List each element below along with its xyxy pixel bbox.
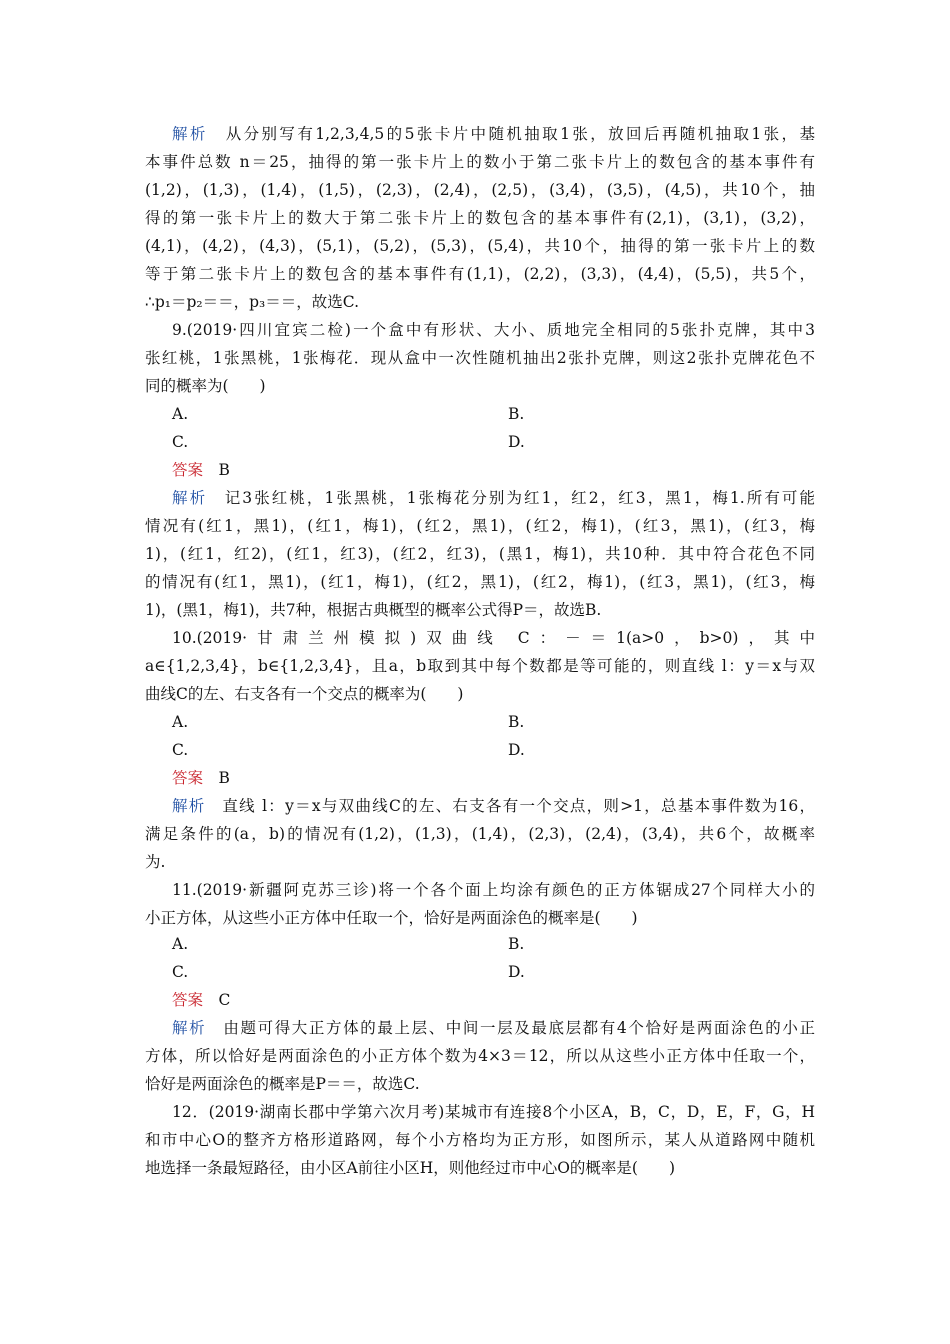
q9-analysis-line-5: 1)，(黑1，梅1)，共7种，根据古典概型的概率公式得P＝，故选B. bbox=[145, 601, 602, 619]
q11-stem-line-1: 11.(2019·新疆阿克苏三诊)将一个各个面上均涂有颜色的正方体锯成27个同样大小的 bbox=[172, 881, 815, 899]
q8-analysis-line-2: 本事件总数 n＝25，抽得的第一张卡片上的数小于第二张卡片上的数包含的基本事件有 bbox=[145, 153, 815, 171]
q10-answer bbox=[172, 768, 815, 788]
q10-analysis-line-2: 满足条件的(a，b)的情况有(1,2)，(1,3)，(1,4)，(2,3)，(2,4)，(3,4)，共6个，故概率 bbox=[145, 825, 815, 843]
answer-label: 答案 bbox=[172, 991, 204, 1009]
q10-analysis-line-3: 为. bbox=[145, 853, 166, 871]
analysis-label: 解析 bbox=[172, 489, 208, 507]
q9-option-b: B. bbox=[508, 405, 525, 423]
answer-value: C bbox=[218, 991, 231, 1009]
q9-answer bbox=[172, 460, 815, 480]
q8-analysis-line-7: ∴p₁＝p₂＝＝，p₃＝＝，故选C. bbox=[145, 293, 360, 311]
answer-label: 答案 bbox=[172, 769, 204, 787]
q9-analysis-line-1: 解析 记3张红桃，1张黑桃，1张梅花分别为红1，红2，红3，黑1，梅1.所有可能 bbox=[172, 489, 815, 507]
q9-stem-line-1: 9.(2019·四川宜宾二检)一个盒中有形状、大小、质地完全相同的5张扑克牌，其中3 bbox=[172, 321, 815, 339]
q9-stem-line-2: 张红桃，1张黑桃，1张梅花．现从盒中一次性随机抽出2张扑克牌，则这2张扑克牌花色不 bbox=[145, 349, 815, 367]
q10-option-c: C. bbox=[172, 741, 189, 759]
q12-stem-line-3: 地选择一条最短路径，由小区A前往小区H，则他经过市中心O的概率是( ) bbox=[145, 1159, 676, 1177]
q9-analysis-line-2: 情况有(红1，黑1)，(红1，梅1)，(红2，黑1)，(红2，梅1)，(红3，黑1)，(红3，梅 bbox=[145, 517, 815, 535]
answer-value: B bbox=[218, 769, 230, 787]
q9-option-c: C. bbox=[172, 433, 189, 451]
q11-stem-line-2: 小正方体，从这些小正方体中任取一个，恰好是两面涂色的概率是( ) bbox=[145, 909, 638, 927]
analysis-label: 解析 bbox=[172, 1019, 207, 1037]
q10-stem-line-2: a∈{1,2,3,4}，b∈{1,2,3,4}，且a，b取到其中每个数都是等可能的，则直线 l：y＝x与双 bbox=[145, 657, 815, 675]
q8-analysis-line-5: (4,1)，(4,2)，(4,3)，(5,1)，(5,2)，(5,3)，(5,4)，共10个，抽得的第一张卡片上的数 bbox=[145, 237, 815, 255]
q10-option-b: B. bbox=[508, 713, 525, 731]
q12-stem-line-2: 和市中心O的整齐方格形道路网，每个小方格均为正方形，如图所示，某人从道路网中随机 bbox=[145, 1131, 815, 1149]
q11-option-d: D. bbox=[508, 963, 525, 981]
q10-option-d: D. bbox=[508, 741, 525, 759]
q11-option-c: C. bbox=[172, 963, 189, 981]
answer-label: 答案 bbox=[172, 461, 204, 479]
q9-option-d: D. bbox=[508, 433, 525, 451]
q10-stem-line-3: 曲线C的左、右支各有一个交点的概率为( ) bbox=[145, 685, 464, 703]
q11-analysis-line-1: 解析 由题可得大正方体的最上层、中间一层及最底层都有4个恰好是两面涂色的小正 bbox=[172, 1019, 815, 1037]
q11-analysis-line-2: 方体，所以恰好是两面涂色的小正方体个数为4×3＝12，所以从这些小正方体中任取一个， bbox=[145, 1047, 815, 1065]
analysis-label: 解析 bbox=[172, 797, 206, 815]
q12-stem-line-1: 12．(2019·湖南长郡中学第六次月考)某城市有连接8个小区A，B，C，D，E，F，G，H bbox=[172, 1103, 815, 1121]
q11-answer bbox=[172, 990, 815, 1010]
q11-option-a: A. bbox=[172, 935, 189, 953]
q10-option-a: A. bbox=[172, 713, 189, 731]
q11-option-b: B. bbox=[508, 935, 525, 953]
q8-analysis-line-1: 解析 从分别写有1,2,3,4,5的5张卡片中随机抽取1张，放回后再随机抽取1张，基 bbox=[172, 125, 815, 143]
q10-analysis-line-1: 解析 直线 l：y＝x与双曲线C的左、右支各有一个交点，则>1，总基本事件数为16， bbox=[172, 797, 815, 815]
q8-analysis-line-3: (1,2)，(1,3)，(1,4)，(1,5)，(2,3)，(2,4)，(2,5)，(3,4)，(3,5)，(4,5)，共10个，抽 bbox=[145, 181, 815, 199]
q9-analysis-line-3: 1)，(红1，红2)，(红1，红3)，(红2，红3)，(黑1，梅1)，共10种．其中符合花色不同 bbox=[145, 545, 815, 563]
answer-value: B bbox=[218, 461, 230, 479]
q10-stem-line-1: 10.(2019·甘肃兰州模拟)双曲线 C：－＝1(a>0，b>0)，其中 bbox=[172, 629, 815, 647]
q8-analysis-line-4: 得的第一张卡片上的数大于第二张卡片上的数包含的基本事件有(2,1)，(3,1)，(3,2)， bbox=[145, 209, 815, 227]
q8-analysis-line-6: 等于第二张卡片上的数包含的基本事件有(1,1)，(2,2)，(3,3)，(4,4)，(5,5)，共5个， bbox=[145, 265, 815, 283]
q9-analysis-line-4: 的情况有(红1，黑1)，(红1，梅1)，(红2，黑1)，(红2，梅1)，(红3，黑1)，(红3，梅 bbox=[145, 573, 815, 591]
q9-option-a: A. bbox=[172, 405, 189, 423]
q9-stem-line-3: 同的概率为( ) bbox=[145, 377, 266, 395]
q11-analysis-line-3: 恰好是两面涂色的概率是P＝＝，故选C. bbox=[145, 1075, 420, 1093]
analysis-label: 解析 bbox=[172, 125, 208, 143]
